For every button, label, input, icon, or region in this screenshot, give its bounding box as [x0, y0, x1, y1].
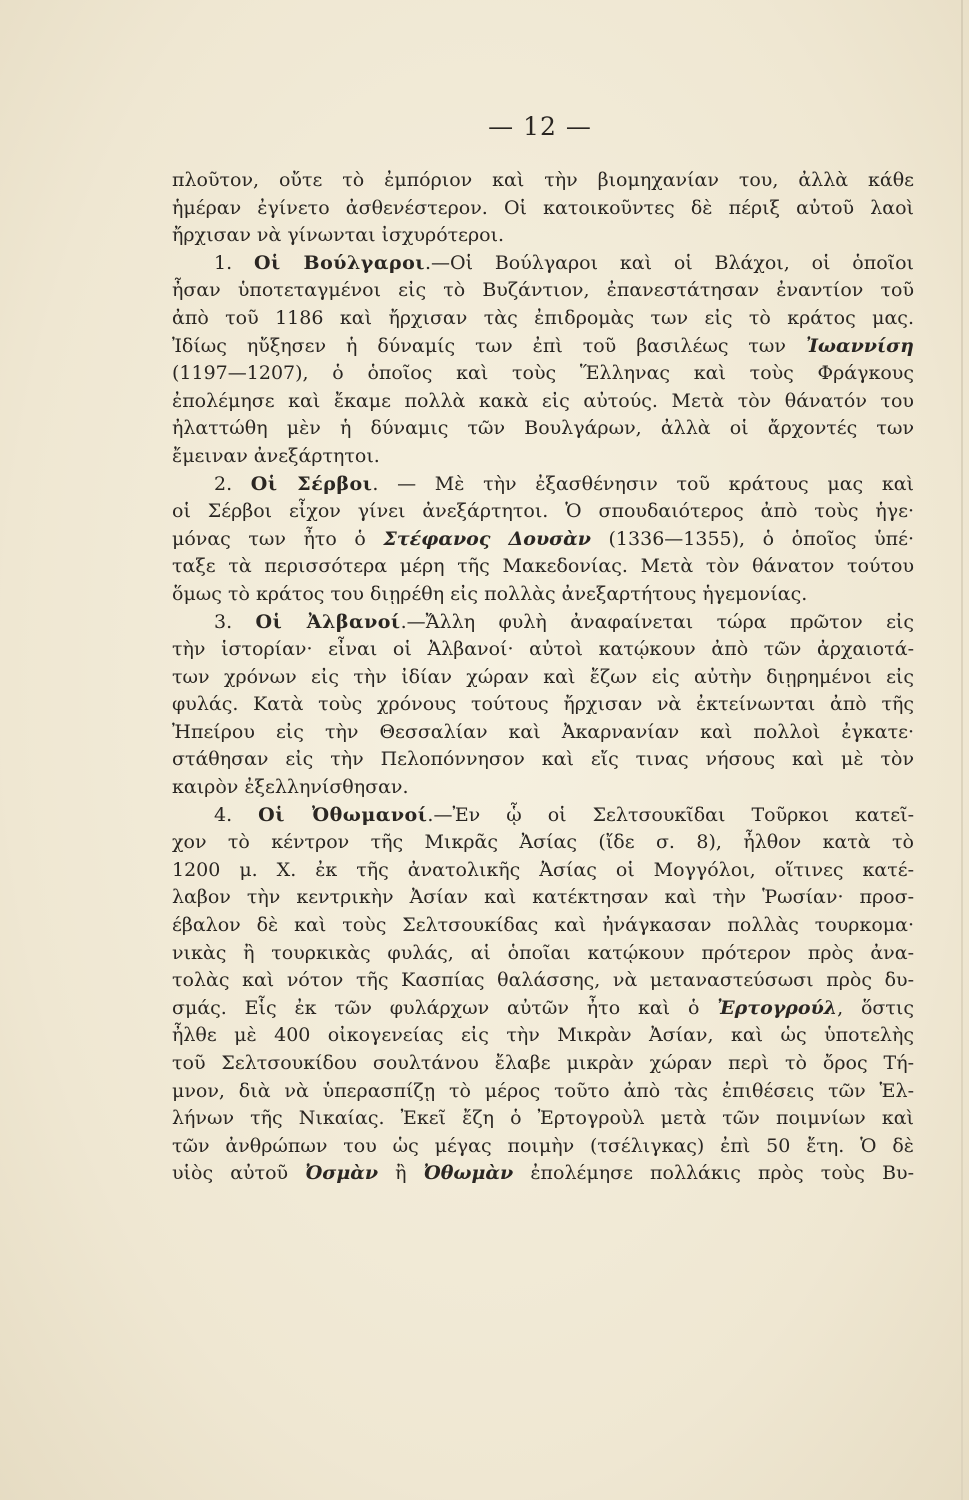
text-line: [172, 277, 914, 305]
text-segment: ἦσαν ὑποτεταγμένοι εἰς τὸ Βυζάντιον, ἐπανεστάτησαν ἐναντίον τοῦ: [172, 279, 914, 302]
text-segment: τολὰς καὶ νότον τῆς Κασπίας θαλάσσης, νὰ μεταναστεύσωσι πρὸς δυ-: [172, 969, 914, 992]
section-heading: Οἱ Βούλγαροι: [253, 251, 425, 274]
text-line: [172, 1133, 914, 1161]
emphasized-name: Ἐρτογρούλ: [717, 996, 838, 1019]
text-segment: .—Ἄλλη φυλὴ ἀναφαίνεται τώρα πρῶτον εἰς: [400, 610, 915, 633]
text-segment: 2.: [214, 472, 251, 495]
text-line: [172, 581, 914, 609]
emphasized-name: Ὀσμὰν: [305, 1162, 379, 1185]
text-segment: , ὅστις: [837, 996, 914, 1019]
emphasized-name: Ὀθωμὰν: [423, 1162, 514, 1185]
text-segment: ὅμως τὸ κράτος του διῃρέθη εἰς πολλὰς ἀνεξαρτήτους ἡγεμονίας.: [172, 582, 808, 605]
emphasized-name: Στέφανος Δουσὰν: [383, 527, 591, 550]
text-segment: μόνας των ἦτο ὁ: [172, 527, 384, 550]
text-segment: .—Οἱ Βούλγαροι καὶ οἱ Βλάχοι, οἱ ὁποῖοι: [424, 251, 914, 274]
text-line: [172, 443, 914, 471]
text-segment: τοῦ Σελτσουκίδου σουλτάνου ἔλαβε μικρὰν χώραν περὶ τὸ ὄρος Τή-: [172, 1052, 914, 1074]
text-segment: οἱ Σέρβοι εἶχον γίνει ἀνεξάρτητοι. Ὁ σπουδαιότερος ἀπὸ τοὺς ἡγε·: [172, 500, 914, 523]
text-line: [172, 526, 914, 554]
text-line: [172, 967, 914, 995]
text-segment: 4.: [214, 803, 259, 826]
text-segment: ἐπολέμησε πολλάκις πρὸς τοὺς Βυ-: [513, 1162, 914, 1185]
text-line: [172, 802, 914, 830]
text-line: [172, 1050, 914, 1078]
text-line: [172, 195, 914, 223]
text-line: [172, 1022, 914, 1050]
text-line: [172, 829, 914, 857]
text-segment: (1336—1355), ὁ ὁποῖος ὑπέ·: [590, 527, 915, 550]
page-edge: [961, 0, 963, 1500]
text-line: [172, 388, 914, 416]
text-line: [172, 167, 914, 195]
text-segment: μνον, διὰ νὰ ὑπερασπίζῃ τὸ μέρος τοῦτο ἀπὸ τὰς ἐπιθέσεις τῶν Ἑλ-: [172, 1079, 914, 1102]
text-line: [172, 912, 914, 940]
text-segment: ἔμειναν ἀνεξάρτητοι.: [172, 444, 380, 467]
text-segment: σμάς. Εἷς ἐκ τῶν φυλάρχων αὐτῶν ἦτο καὶ ὁ: [172, 996, 718, 1019]
text-segment: πλοῦτον, οὔτε τὸ ἐμπόριον καὶ τὴν βιομηχανίαν του, ἀλλὰ κάθε: [172, 169, 914, 191]
text-line: [172, 719, 914, 747]
text-segment: .—Ἐν ᾧ οἱ Σελτσουκῖδαι Τοῦρκοι κατεῖ-: [427, 803, 914, 826]
text-segment: Ἰδίως ηὔξησεν ἡ δύναμίς των ἐπὶ τοῦ βασιλέως των: [172, 334, 806, 357]
text-line: [172, 360, 914, 388]
text-segment: 3.: [214, 610, 256, 633]
text-line: [172, 995, 914, 1023]
text-line: [172, 1105, 914, 1133]
text-segment: . — Μὲ τὴν ἐξασθένησιν τοῦ κράτους μας καὶ: [372, 472, 914, 495]
text-segment: ἢ: [378, 1162, 424, 1185]
text-segment: ταξε τὰ περισσότερα μέρη τῆς Μακεδονίας. Μετὰ τὸν θάνατον τούτου: [172, 555, 914, 578]
section-heading: Οἱ Σέρβοι: [250, 472, 373, 495]
text-segment: (1197—1207), ὁ ὁποῖος καὶ τοὺς Ἕλληνας καὶ τοὺς Φράγκους: [172, 362, 914, 385]
text-line: [172, 746, 914, 774]
text-segment: φυλάς. Κατὰ τοὺς χρόνους τούτους ἤρχισαν νὰ ἐκτείνωνται ἀπὸ τῆς: [172, 693, 914, 716]
text-segment: καιρὸν ἐξελληνίσθησαν.: [172, 776, 409, 799]
text-segment: νικὰς ἢ τουρκικὰς φυλάς, αἱ ὁποῖαι κατῴκουν πρότερον πρὸς ἀνα-: [172, 941, 914, 964]
text-segment: 1.: [214, 251, 254, 274]
text-line: [172, 857, 914, 885]
text-segment: χον τὸ κέντρον τῆς Μικρᾶς Ἀσίας (ἴδε σ. 8), ἦλθον κατὰ τὸ: [172, 831, 914, 854]
text-line: [172, 940, 914, 968]
text-line: [172, 415, 914, 443]
text-line: [172, 691, 914, 719]
section-heading: Οἱ Ἀλβανοί: [255, 610, 401, 633]
text-line: [172, 250, 914, 278]
text-segment: λαβον τὴν κεντρικὴν Ἀσίαν καὶ κατέκτησαν καὶ τὴν Ῥωσίαν· προσ-: [172, 886, 914, 909]
text-line: [172, 222, 914, 250]
text-line: [172, 498, 914, 526]
text-line: [172, 305, 914, 333]
text-line: [172, 1160, 914, 1188]
body-text: [172, 167, 914, 1188]
text-line: [172, 553, 914, 581]
text-line: [172, 1078, 914, 1106]
text-segment: ἦλθε μὲ 400 οἰκογενείας εἰς τὴν Μικρὰν Ἀσίαν, καὶ ὡς ὑποτελὴς: [172, 1024, 914, 1047]
text-line: [172, 333, 914, 361]
text-segment: ἠλαττώθη μὲν ἡ δύναμις τῶν Βουλγάρων, ἀλλὰ οἱ ἄρχοντές των: [172, 417, 914, 440]
page-number: — 12 —: [488, 112, 592, 141]
text-segment: των χρόνων εἰς τὴν ἰδίαν χώραν καὶ ἔζων εἰς αὐτὴν διῃρημένοι εἰς: [172, 665, 914, 688]
text-segment: ἡμέραν ἐγίνετο ἀσθενέστερον. Οἱ κατοικοῦντες δὲ πέριξ αὐτοῦ λαοὶ: [172, 196, 914, 219]
text-line: [172, 636, 914, 664]
text-segment: ἀπὸ τοῦ 1186 καὶ ἤρχισαν τὰς ἐπιδρομὰς των εἰς τὸ κράτος μας.: [172, 306, 914, 329]
text-segment: έβαλον δὲ καὶ τοὺς Σελτσουκίδας καὶ ἠνάγκασαν πολλὰς τουρκομα·: [172, 914, 914, 937]
text-segment: τὴν ἱστορίαν· εἶναι οἱ Ἀλβανοί· αὐτοὶ κατῴκουν ἀπὸ τῶν ἀρχαιοτά-: [172, 638, 914, 661]
text-segment: Ἠπείρου εἰς τὴν Θεσσαλίαν καὶ Ἀκαρνανίαν καὶ πολλοὶ ἐγκατε·: [172, 720, 914, 743]
text-line: [172, 884, 914, 912]
text-segment: ἐπολέμησε καὶ ἔκαμε πολλὰ κακὰ εἰς αὐτούς. Μετὰ τὸν θάνατόν του: [172, 389, 914, 412]
text-line: [172, 774, 914, 802]
text-segment: στάθησαν εἰς τὴν Πελοπόννησον καὶ εἴς τινας νήσους καὶ μὲ τὸν: [172, 748, 914, 771]
text-segment: λήνων τῆς Νικαίας. Ἐκεῖ ἔζη ὁ Ἐρτογροὺλ μετὰ τῶν ποιμνίων καὶ: [172, 1107, 914, 1130]
text-line: [172, 664, 914, 692]
text-line: [172, 609, 914, 637]
text-segment: τῶν ἀνθρώπων του ὡς μέγας ποιμὴν (τσέλιγκας) ἐπὶ 50 ἔτη. Ὁ δὲ: [172, 1134, 914, 1157]
text-segment: 1200 μ. Χ. ἐκ τῆς ἀνατολικῆς Ἀσίας οἱ Μογγόλοι, οἵτινες κατέ-: [172, 858, 914, 881]
text-line: [172, 471, 914, 499]
text-segment: ἤρχισαν νὰ γίνωνται ἰσχυρότεροι.: [172, 224, 505, 247]
emphasized-name: Ἰωαννίση: [805, 334, 914, 357]
section-heading: Οἱ Ὀθωμανοί: [258, 803, 428, 826]
text-segment: υἱὸς αὐτοῦ: [172, 1162, 306, 1185]
